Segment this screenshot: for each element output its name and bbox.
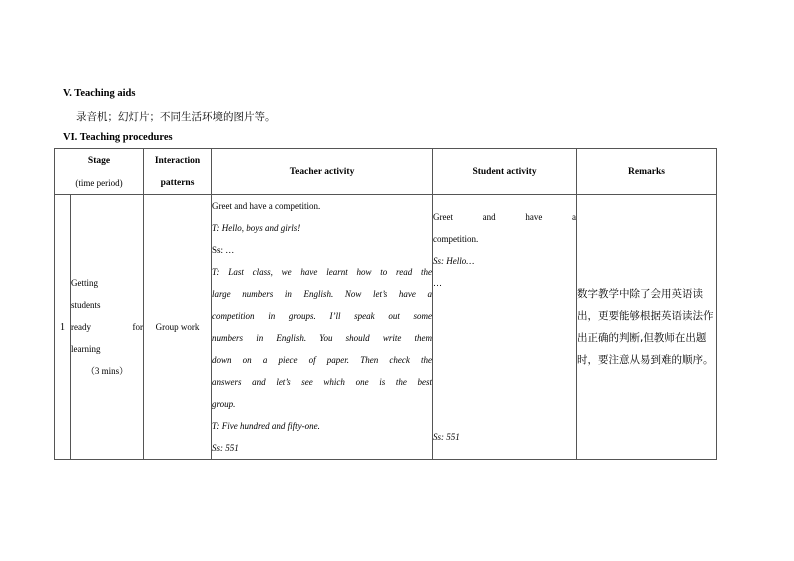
header-interaction-line2: patterns bbox=[160, 177, 195, 188]
stage-cell bbox=[71, 195, 144, 460]
student-line: competition. bbox=[433, 234, 479, 244]
interaction-cell: Group work bbox=[144, 195, 212, 460]
teacher-line: T: Last class, we have learnt how to read the bbox=[212, 267, 433, 277]
teacher-line: down on a piece of paper. Then check the bbox=[212, 355, 433, 365]
table-row bbox=[55, 195, 717, 460]
teacher-line: Greet and have a competition. bbox=[212, 201, 321, 211]
header-interaction bbox=[144, 149, 212, 195]
header-teacher-activity: Teacher activity bbox=[212, 149, 433, 195]
header-stage bbox=[55, 149, 144, 195]
student-line: Ss: 551 bbox=[433, 432, 460, 442]
stage-line: learning bbox=[71, 344, 101, 354]
header-stage-label: Stage bbox=[87, 155, 111, 166]
teaching-aids-text: 录音机；幻灯片；不同生活环境的图片等。 bbox=[76, 111, 276, 123]
teacher-line: large numbers in English. Now let’s have a bbox=[212, 289, 433, 299]
teacher-line: numbers in English. You should write them bbox=[212, 333, 433, 343]
stage-line: Getting bbox=[71, 278, 98, 288]
procedures-table bbox=[54, 148, 717, 460]
teacher-activity-cell bbox=[212, 195, 433, 460]
teacher-line: group. bbox=[212, 399, 236, 409]
header-remarks: Remarks bbox=[577, 149, 717, 195]
header-interaction-line1: Interaction bbox=[154, 155, 201, 166]
student-line: … bbox=[433, 278, 443, 288]
teaching-aids-heading: V. Teaching aids bbox=[63, 88, 136, 99]
stage-line: ready for bbox=[71, 322, 144, 332]
student-activity-cell bbox=[433, 195, 577, 460]
row-number: 1 bbox=[55, 195, 71, 460]
teacher-line: answers and let’s see which one is the best bbox=[212, 377, 433, 387]
teacher-line: T: Hello, boys and girls! bbox=[212, 223, 301, 233]
header-stage-sub: (time period) bbox=[75, 177, 123, 188]
header-student-activity: Student activity bbox=[433, 149, 577, 195]
teacher-line: competition in groups. I’ll speak out some bbox=[212, 311, 433, 321]
teaching-procedures-heading: VI. Teaching procedures bbox=[63, 132, 173, 143]
teacher-line: T: Five hundred and fifty-one. bbox=[212, 421, 320, 431]
table-header-row bbox=[55, 149, 717, 195]
remarks-cell: 数字教学中除了会用英语读出，更要能够根据英语读法作出正确的判断,但教师在出题时，要注意从易到难的顺序。 bbox=[577, 195, 717, 460]
teacher-line: Ss: 551 bbox=[212, 443, 239, 453]
student-spacer bbox=[433, 294, 576, 426]
stage-line: （3 mins） bbox=[85, 366, 129, 376]
stage-line: students bbox=[71, 300, 101, 310]
student-line: Greet and have a bbox=[433, 212, 577, 222]
student-line: Ss: Hello… bbox=[433, 256, 475, 266]
teacher-line: Ss: … bbox=[212, 245, 235, 255]
